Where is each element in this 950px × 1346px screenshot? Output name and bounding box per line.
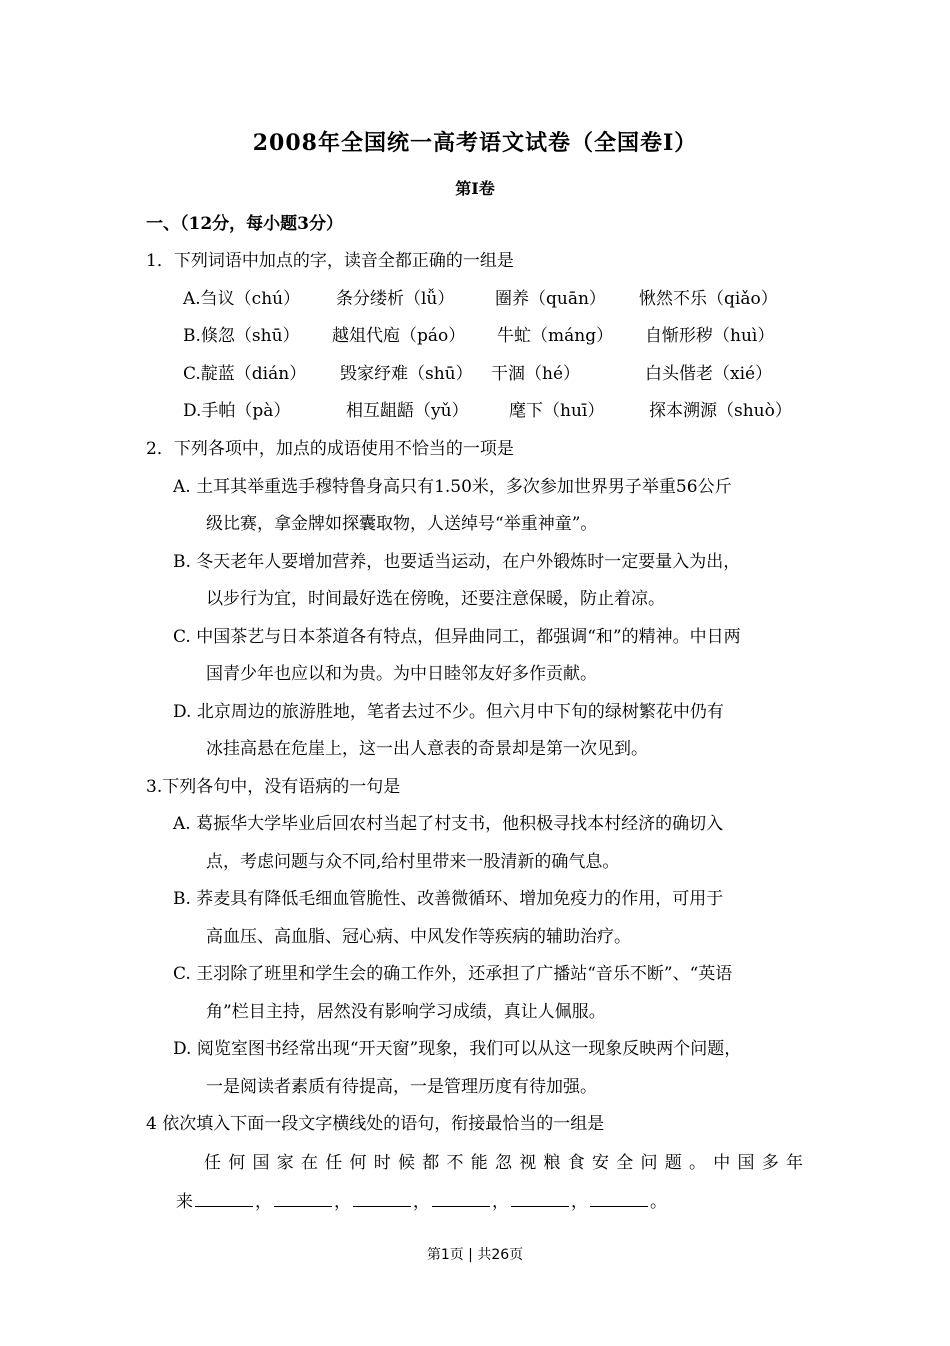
q1-option-c-4: 白头偕老（xié）: [645, 364, 773, 384]
q3-option-c-line2: 角”栏目主持，居然没有影响学习成绩，真让人佩服。: [206, 1002, 606, 1022]
q4-blank-2: [274, 1191, 332, 1207]
question-4-stem: 4 依次填入下面一段文字横线处的语句，衔接最恰当的一组是: [146, 1114, 605, 1134]
page-footer: 第1页 | 共26页: [426, 1247, 524, 1263]
q4-separator: ，: [492, 1192, 509, 1212]
q1-option-a-1: A.刍议（chú）: [183, 289, 301, 309]
q3-option-b-line1: B. 荞麦具有降低毛细血管脆性、改善微循环、增加免疫力的作用，可用于: [173, 889, 724, 909]
q4-blank-4: [432, 1191, 490, 1207]
q2-option-d-line1: D. 北京周边的旅游胜地，笔者去过不少。但六月中下旬的绿树繁花中仍有: [173, 702, 724, 722]
q1-option-b-2: 越俎代庖（páo）: [332, 326, 466, 346]
q1-option-d-1: D.手帕（pà）: [183, 401, 291, 421]
q2-option-a-line2: 级比赛，拿金牌如探囊取物，人送绰号“举重神童”。: [206, 514, 598, 534]
q1-option-d-4: 探本溯源（shuò）: [649, 401, 792, 421]
q4-separator: ，: [255, 1192, 272, 1212]
q4-separator: ，: [413, 1192, 430, 1212]
q3-option-a-line1: A. 葛振华大学毕业后回农村当起了村支书，他积极寻找本村经济的确切入: [173, 814, 724, 834]
q4-passage-line2: [176, 1190, 667, 1214]
q3-option-c-line1: C. 王羽除了班里和学生会的确工作外，还承担了广播站“音乐不断”、“英语: [173, 964, 733, 984]
q2-option-c-line2: 国青少年也应以和为贵。为中日睦邻友好多作贡献。: [206, 664, 597, 684]
q4-blank-6: [590, 1191, 648, 1207]
question-1-stem: 1．下列词语中加点的字，读音全都正确的一组是: [146, 251, 514, 271]
q4-blank-1: [195, 1191, 253, 1207]
q1-option-a-3: 圈养（quān）: [495, 289, 606, 309]
q2-option-a-line1: A. 土耳其举重选手穆特鲁身高只有1.50米，多次参加世界男子举重56公斤: [173, 477, 732, 497]
q4-separator: ，: [334, 1192, 351, 1212]
q1-option-b-3: 牛虻（máng）: [497, 326, 614, 346]
volume-subtitle: 第I卷: [455, 179, 495, 198]
question-2-stem: 2．下列各项中，加点的成语使用不恰当的一项是: [146, 439, 514, 459]
q3-option-d-line1: D. 阅览室图书经常出现“开天窗”现象，我们可以从这一现象反映两个问题，: [173, 1039, 742, 1059]
section-heading: 一、（12分，每小题3分）: [146, 214, 343, 234]
q4-separator: ，: [571, 1192, 588, 1212]
q1-option-c-1: C.靛蓝（dián）: [183, 364, 307, 384]
q1-option-a-4: 愀然不乐（qiǎo）: [639, 289, 778, 309]
q2-option-b-line2: 以步行为宜，时间最好选在傍晚，还要注意保暖，防止着凉。: [206, 589, 665, 609]
q2-option-b-line1: B. 冬天老年人要增加营养，也要适当运动，在户外锻炼时一定要量入为出，: [173, 552, 741, 572]
q1-option-d-2: 相互龃龉（yǔ）: [346, 401, 469, 421]
q4-blank-3: [353, 1191, 411, 1207]
q3-option-d-line2: 一是阅读者素质有待提高，一是管理历度有待加强。: [206, 1077, 597, 1097]
q3-option-a-line2: 点，考虑问题与众不同,给村里带来一股清新的确气息。: [206, 852, 620, 872]
q1-option-c-2: 毁家纾难（shū）: [340, 364, 473, 384]
page-title: 2008年全国统一高考语文试卷（全国卷I）: [252, 130, 698, 156]
q1-option-d-3: 麾下（huī）: [509, 401, 605, 421]
q4-end-mark: 。: [650, 1192, 667, 1212]
q1-option-b-1: B.倏忽（shū）: [183, 326, 300, 346]
q2-option-c-line1: C. 中国茶艺与日本茶道各有特点，但异曲同工，都强调“和”的精神。中日两: [173, 627, 741, 647]
q4-blank-5: [511, 1191, 569, 1207]
q4-passage-prefix: 来: [176, 1192, 193, 1212]
q4-passage-line1: 任何国家在任何时候都不能忽视粮食安全问题。中国多年: [204, 1153, 806, 1173]
q1-option-a-2: 条分缕析（lǚ）: [336, 289, 455, 309]
q1-option-b-4: 自惭形秽（huì）: [645, 326, 775, 346]
q2-option-d-line2: 冰挂高悬在危崖上，这一出人意表的奇景却是第一次见到。: [206, 739, 648, 759]
q3-option-b-line2: 高血压、高血脂、冠心病、中风发作等疾病的辅助治疗。: [206, 927, 631, 947]
q1-option-c-3: 干涸（hé）: [491, 364, 581, 384]
question-3-stem: 3.下列各句中，没有语病的一句是: [146, 777, 401, 797]
